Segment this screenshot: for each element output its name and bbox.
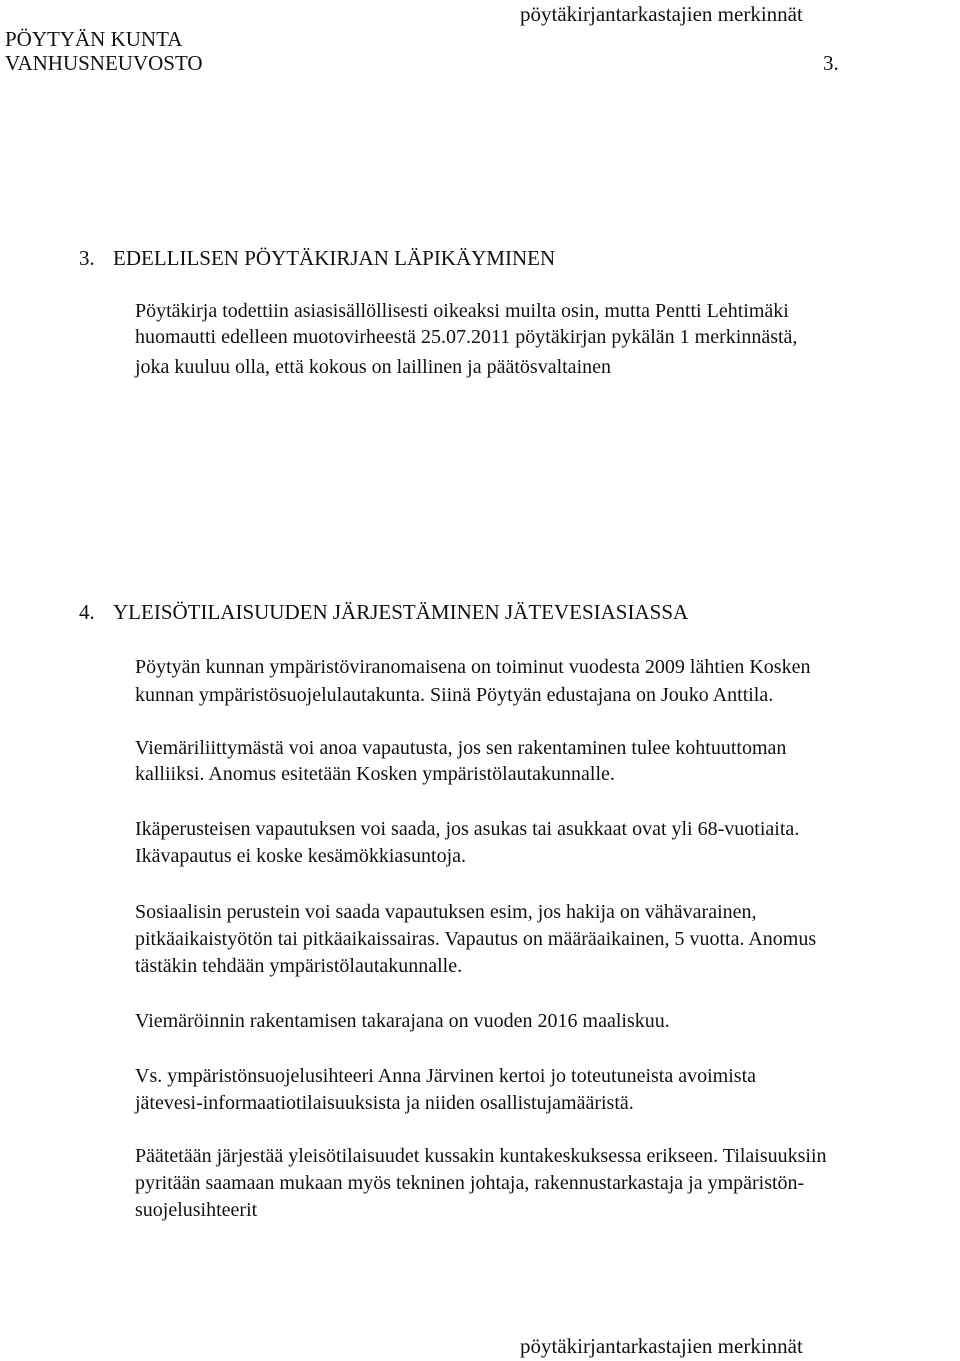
- paragraph-line: kalliiksi. Anomus esitetään Kosken ympäristölautakunnalle.: [135, 763, 615, 785]
- header-unit: VANHUSNEUVOSTO: [5, 51, 203, 75]
- paragraph-line: jätevesi-informaatiotilaisuuksista ja niiden osallistujamääristä.: [135, 1092, 634, 1114]
- section-title: EDELLILSEN PÖYTÄKIRJAN LÄPIKÄYMINEN: [113, 246, 556, 270]
- header-org: PÖYTYÄN KUNTA: [5, 27, 183, 51]
- paragraph-line: suojelusihteerit: [135, 1199, 258, 1221]
- paragraph-line: joka kuuluu olla, että kokous on laillinen ja päätösvaltainen: [135, 356, 611, 378]
- paragraph-line: Viemäröinnin rakentamisen takarajana on vuoden 2016 maaliskuu.: [135, 1010, 670, 1032]
- paragraph-line: Vs. ympäristönsuojelusihteeri Anna Järvinen kertoi jo toteutuneista avoimista: [135, 1065, 756, 1087]
- section-number: 3.: [79, 246, 95, 270]
- paragraph-line: kunnan ympäristösuojelulautakunta. Siinä Pöytyän edustajana on Jouko Anttila.: [135, 684, 774, 706]
- header-page-number: 3.: [823, 51, 839, 75]
- paragraph-line: Ikävapautus ei koske kesämökkiasuntoja.: [135, 845, 467, 867]
- paragraph-line: Viemäriliittymästä voi anoa vapautusta, jos sen rakentaminen tulee kohtuuttoman: [135, 737, 787, 759]
- paragraph-line: pitkäaikaistyötön tai pitkäaikaissairas. Vapautus on määräaikainen, 5 vuotta. Anomus: [135, 928, 817, 950]
- section-number: 4.: [79, 600, 95, 624]
- paragraph-line: huomautti edelleen muotovirheestä 25.07.2011 pöytäkirjan pykälän 1 merkinnästä,: [135, 326, 798, 348]
- paragraph-line: Päätetään järjestää yleisötilaisuudet kussakin kuntakeskuksessa erikseen. Tilaisuuksiin: [135, 1145, 827, 1167]
- paragraph-line: tästäkin tehdään ympäristölautakunnalle.: [135, 955, 463, 977]
- paragraph-line: Ikäperusteisen vapautuksen voi saada, jos asukas tai asukkaat ovat yli 68-vuotiaita.: [135, 818, 800, 840]
- footer-reviewer-note: pöytäkirjantarkastajien merkinnät: [520, 1334, 803, 1358]
- header-reviewer-note: pöytäkirjantarkastajien merkinnät: [520, 2, 803, 26]
- paragraph-line: Pöytäkirja todettiin asiasisällöllisesti oikeaksi muilta osin, mutta Pentti Lehtimäki: [135, 300, 789, 322]
- paragraph-line: Pöytyän kunnan ympäristöviranomaisena on toiminut vuodesta 2009 lähtien Kosken: [135, 656, 811, 678]
- paragraph-line: Sosiaalisin perustein voi saada vapautuksen esim, jos hakija on vähävarainen,: [135, 901, 757, 923]
- section-title: YLEISÖTILAISUUDEN JÄRJESTÄMINEN JÄTEVESIASIASSA: [113, 600, 689, 624]
- paragraph-line: pyritään saamaan mukaan myös tekninen johtaja, rakennustarkastaja ja ympäristön-: [135, 1172, 805, 1194]
